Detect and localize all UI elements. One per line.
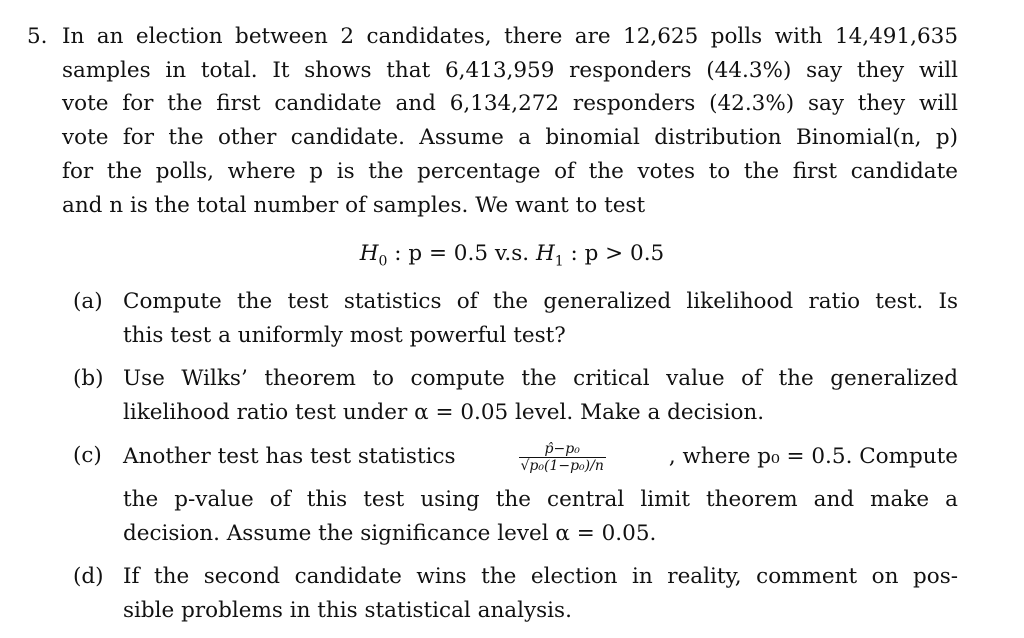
part-a-label: (a) — [73, 289, 103, 314]
intro-line-1: In an election between 2 candidates, there are 12,625 polls with 14,491,635 — [62, 24, 958, 49]
part-c-line-1 — [123, 436, 958, 478]
h1-condition: : p > 0.5 — [563, 241, 665, 266]
intro-line-3: vote for the first candidate and 6,134,272 responders (42.3%) say they will — [62, 91, 958, 116]
h0-subscript: 0 — [378, 253, 388, 270]
part-c-line-2: the p-value of this test using the central limit theorem and make a — [123, 487, 958, 512]
part-c-text-before: Another test has test statistics — [123, 444, 456, 469]
part-b-label: (b) — [73, 366, 104, 391]
fraction-numerator: p̂−p₀ — [519, 441, 606, 458]
part-c-text-after: , where p₀ = 0.5. Compute — [668, 444, 958, 469]
part-d-line-2: sible problems in this statistical analysis. — [123, 598, 572, 623]
problem-number: 5. — [27, 24, 48, 49]
part-a-line-1: Compute the test statistics of the generalized likelihood ratio test. Is — [123, 289, 958, 314]
h1-subscript: 1 — [554, 253, 564, 270]
part-c-label: (c) — [73, 443, 102, 468]
h1-symbol: H — [535, 241, 555, 266]
intro-line-6: and n is the total number of samples. We want to test — [62, 193, 646, 218]
part-a-line-2: this test a uniformly most powerful test? — [123, 323, 566, 348]
intro-line-4: vote for the other candidate. Assume a binomial distribution Binomial(n, p) — [62, 125, 958, 150]
h0-symbol: H — [359, 241, 379, 266]
intro-line-5: for the polls, where p is the percentage of the votes to the first candidate — [62, 159, 958, 184]
part-d-line-1: If the second candidate wins the election in reality, comment on pos- — [123, 564, 958, 589]
part-b-line-2: likelihood ratio test under α = 0.05 level. Make a decision. — [123, 400, 765, 425]
part-b-line-1: Use Wilks’ theorem to compute the critical value of the generalized — [123, 366, 958, 391]
h0-condition: : p = 0.5 v.s. — [387, 241, 536, 266]
intro-line-2: samples in total. It shows that 6,413,959 responders (44.3%) say they will — [62, 58, 958, 83]
hypothesis-statement — [0, 239, 1024, 276]
test-statistic-fraction — [519, 441, 606, 474]
fraction-denominator: √p₀(1−p₀)/n — [520, 457, 604, 474]
part-c-line-3: decision. Assume the significance level α = 0.05. — [123, 521, 657, 546]
part-d-label: (d) — [73, 564, 104, 589]
